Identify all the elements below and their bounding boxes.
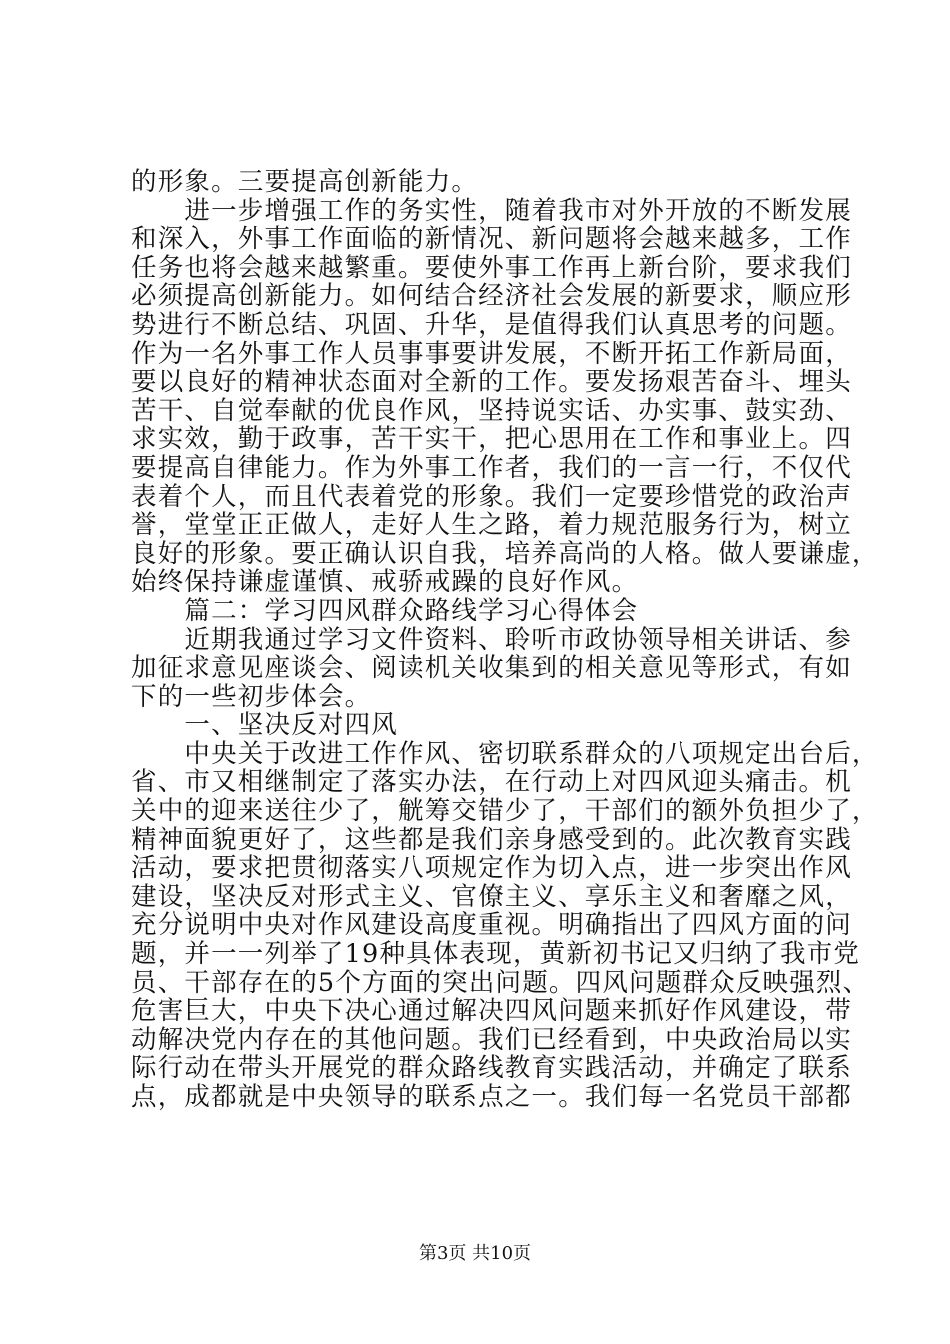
text-line: 员、干部存在的5个方面的突出问题。四风问题群众反映强烈、 (131, 967, 870, 998)
text-line: 表着个人，而且代表着党的形象。我们一定要珍惜党的政治声 (131, 481, 852, 512)
text-line: 动解决党内存在的其他问题。我们已经看到，中央政治局以实 (131, 1024, 852, 1055)
text-line: 进一步增强工作的务实性，随着我市对外开放的不断发展 (131, 195, 852, 226)
text-line: 任务也将会越来越繁重。要使外事工作再上新台阶，要求我们 (131, 252, 852, 283)
text-line: 和深入，外事工作面临的新情况、新问题将会越来越多，工作 (131, 224, 852, 255)
text-line: 要提高自律能力。作为外事工作者，我们的一言一行，不仅代 (131, 452, 852, 483)
text-line: 加征求意见座谈会、阅读机关收集到的相关意见等形式，有如 (131, 653, 852, 684)
text-line: 必须提高创新能力。如何结合经济社会发展的新要求，顺应形 (131, 281, 852, 312)
text-line: 苦干、自觉奉献的优良作风，坚持说实话、办实事、鼓实劲、 (131, 395, 852, 426)
text-line: 求实效，勤于政事，苦干实干，把心思用在工作和事业上。四 (131, 424, 852, 455)
text-line: 危害巨大，中央下决心通过解决四风问题来抓好作风建设，带 (131, 996, 852, 1027)
text-line: 势进行不断总结、巩固、升华，是值得我们认真思考的问题。 (131, 309, 852, 340)
text-line: 要以良好的精神状态面对全新的工作。要发扬艰苦奋斗、埋头 (131, 367, 852, 398)
text-line: 点，成都就是中央领导的联系点之一。我们每一名党员干部都 (131, 1082, 852, 1112)
body-text (131, 167, 879, 1112)
text-line: 充分说明中央对作风建设高度重视。明确指出了四风方面的问 (131, 910, 852, 941)
text-line: 良好的形象。要正确认识自我，培养高尚的人格。做人要谦虚， (131, 538, 879, 569)
text-line: 题，并一一列举了19种具体表现，黄新初书记又归纳了我市党 (131, 939, 861, 970)
subsection-heading: 一、坚决反对四风 (131, 710, 399, 741)
text-line: 精神面貌更好了，这些都是我们亲身感受到的。此次教育实践 (131, 824, 852, 855)
section-heading: 篇二：学习四风群众路线学习心得体会 (131, 595, 639, 626)
text-line: 近期我通过学习文件资料、聆听市政协领导相关讲话、参 (131, 624, 852, 655)
page-number-footer: 第3页 共10页 (418, 1243, 532, 1264)
text-line: 际行动在带头开展党的群众路线教育实践活动，并确定了联系 (131, 1053, 852, 1084)
text-line: 作为一名外事工作人员事事要讲发展，不断开拓工作新局面， (131, 338, 852, 369)
text-line: 中央关于改进工作作风、密切联系群众的八项规定出台后， (131, 738, 879, 769)
text-line: 下的一些初步体会。 (131, 681, 372, 712)
text-line: 关中的迎来送往少了，觥筹交错少了，干部们的额外负担少了， (131, 796, 879, 827)
text-line: 的形象。三要提高创新能力。 (131, 167, 479, 197)
text-line: 始终保持谦虚谨慎、戒骄戒躁的良好作风。 (131, 567, 639, 598)
text-line: 活动，要求把贯彻落实八项规定作为切入点，进一步突出作风 (131, 853, 852, 884)
text-line: 建设，坚决反对形式主义、官僚主义、享乐主义和奢靡之风， (131, 881, 852, 912)
text-line: 省、市又相继制定了落实办法，在行动上对四风迎头痛击。机 (131, 767, 852, 798)
text-line: 誉，堂堂正正做人，走好人生之路，着力规范服务行为，树立 (131, 510, 852, 541)
